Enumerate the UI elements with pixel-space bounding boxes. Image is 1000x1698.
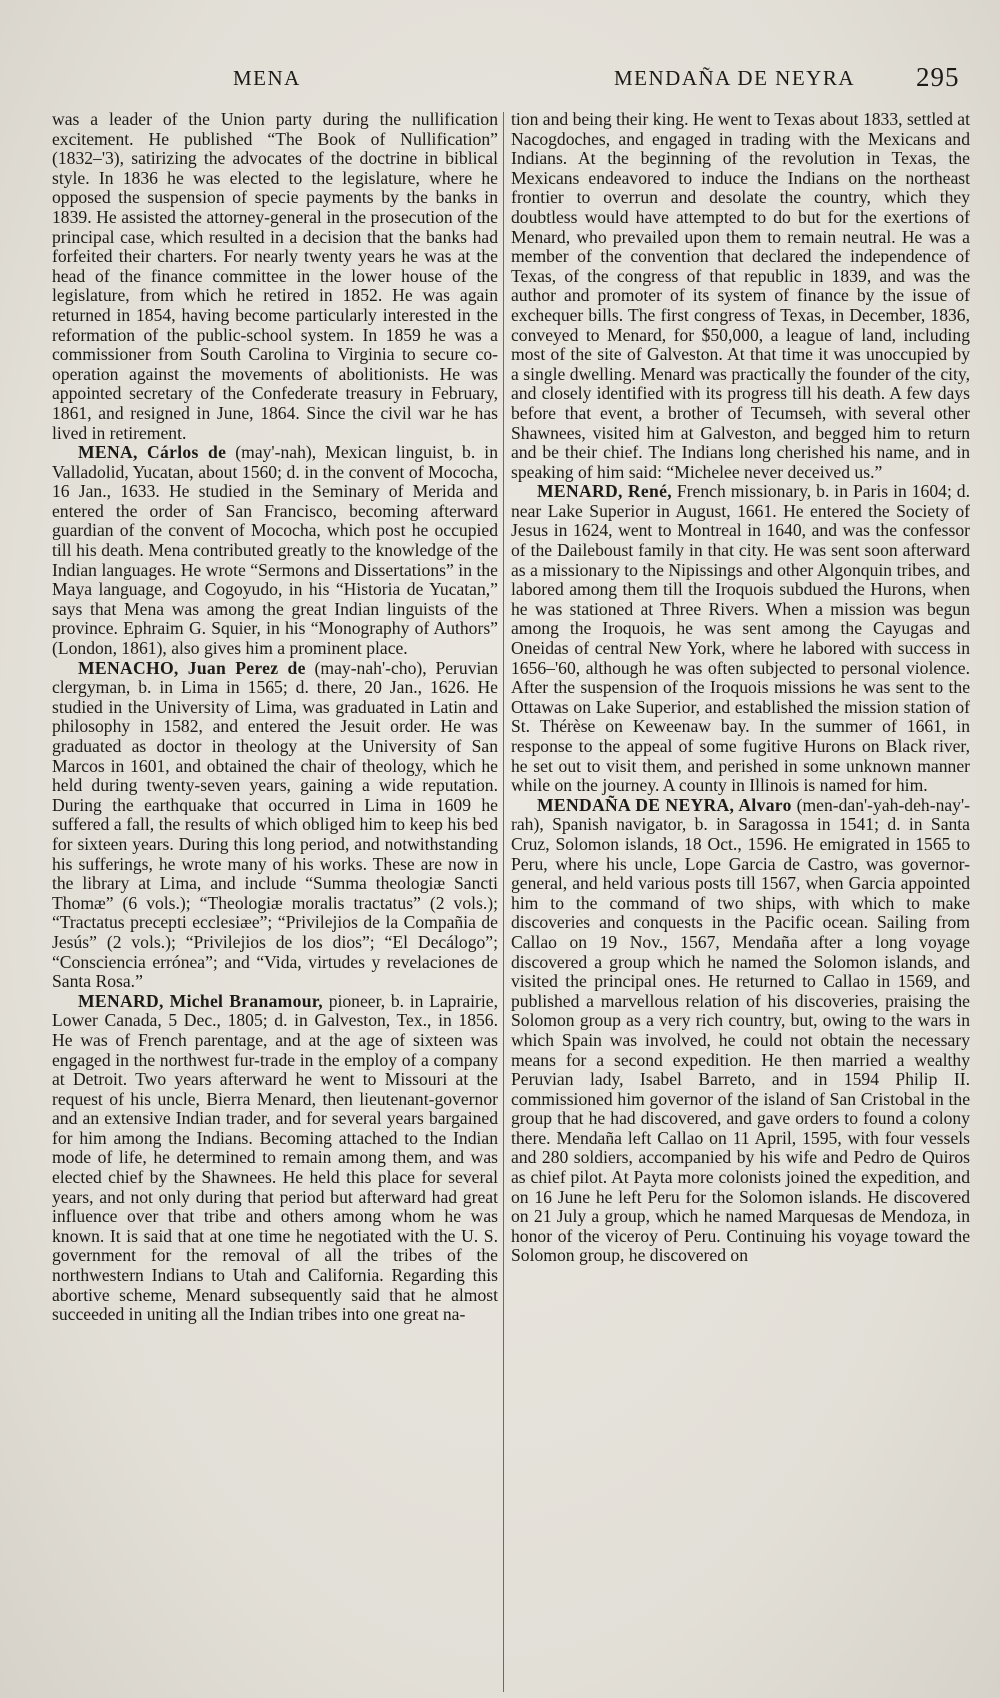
- entry-headword: MENACHO, Juan Perez de: [78, 657, 306, 678]
- entry-mendana: [511, 796, 970, 1266]
- page-number: 295: [916, 62, 960, 92]
- running-header: [0, 64, 1000, 104]
- entry-text: (may-nah'-cho), Peruvian clergyman, b. in Lima in 1565; d. there, 20 Jan., 1626. He studied in the University of Lima, was graduated in Latin and philosophy in 1582, and entered the Jesuit order. He was graduated as doctor in theology at the University of San Marcos in 1601, and obtained the chair of theology, which he held during twenty-seven years, gaining a wide reputation. During the earthquake that occurred in Lima in 1609 he suffered a fall, the results of which obliged him to keep his bed for sixteen years. During this long period, and notwithstanding his sufferings, he wrote many of his works. These are now in the library at Lima, and include “Summa theologiæ Sancti Thomæ” (6 vols.); “Theologiæ moralis tractatus” (2 vols.); “Tractatus precepti ecclesiæe”; “Privilejios de la Compañia de Jesús” (2 vols.); “Privilejios de los dios”; “El Decálogo”; “Consciencia errónea”; and “Vida, virtudes y revelaciones de Santa Rosa.”: [52, 657, 498, 992]
- column-divider: [503, 112, 504, 1692]
- right-column: [511, 110, 970, 1266]
- entry-headword: MENDAÑA DE NEYRA, Alvaro: [537, 794, 792, 815]
- entry-menard-rene: [511, 482, 970, 796]
- left-column: [52, 110, 498, 1325]
- entry-text: pioneer, b. in Laprairie, Lower Canada, 5 Dec., 1805; d. in Galveston, Tex., in 1856. He was of French parentage, and at the age of sixteen was engaged in the northwest fur-trade in the employ of a company at Detroit. Two years afterward he went to Missouri at the request of his uncle, Bierra Menard, then lieutenant-governor and an extensive Indian trader, and for several years bargained for him among the Indians. Becoming attached to the Indian mode of life, he determined to remain among them, and was elected chief by the Shawnees. He held this place for several years, and not only during that period but afterward had great influence over that tribe and others among whom he was known. It is said that at one time he negotiated with the U. S. government for the removal of all the tribes of the northwestern Indians to Utah and California. Regarding this abortive scheme, Menard subsequently said that he almost succeeded in uniting all the Indian tribes into one great na-: [52, 990, 498, 1325]
- entry-text: (men-dan'-yah-deh-nay'-rah), Spanish navigator, b. in Saragossa in 1541; d. in Santa Cruz, Solomon islands, 18 Oct., 1596. He emigrated in 1565 to Peru, where his uncle, Lope Garcia de Castro, was governor-general, and held various posts till 1567, when Garcia appointed him to the command of two ships, with which to make discoveries and conquests in the Pacific ocean. Sailing from Callao on 19 Nov., 1567, Mendaña after a long voyage discovered a group which he named the Solomon islands, and visited the principal ones. He returned to Callao in 1569, and published a marvellous relation of his discoveries, praising the Solomon group as a very rich country, but, owing to the wars in which Spain was involved, he could not obtain the necessary means for a second expedition. He then married a wealthy Peruvian lady, Isabel Barreto, and in 1594 Philip II. commissioned him governor of the island of San Cristobal in the group that he had discovered, and gave orders to found a colony there. Mendaña left Callao on 11 April, 1595, with four vessels and 280 soldiers, accompanied by his wife and Pedro de Quiros as chief pilot. At Payta more colonists joined the expedition, and on 16 June he left Peru for the Solomon islands. He discovered on 21 July a group, which he named Marquesas de Mendoza, in honor of the viceroy of Peru. Continuing his voyage toward the Solomon group, he discovered on: [511, 794, 970, 1266]
- entry-text: French missionary, b. in Paris in 1604; d. near Lake Superior in August, 1661. He entered the Society of Jesus in 1624, went to Montreal in 1640, and was the confessor of the Daileboust family in that city. He was sent soon afterward as a missionary to the Nipissings and other Algonquin tribes, and labored among them till the Iroquois subdued the Hurons, when he was stationed at Three Rivers. When a mission was begun among the Iroquois, he was sent among the Cayugas and Oneidas of central New York, where he labored with success in 1656–'60, although he was often subjected to personal violence. After the suspension of the Iroquois missions he was sent to the Ottawas on Lake Superior, and established the mission station of St. Thérèse on Keweenaw bay. In the summer of 1661, in response to the appeal of some fugitive Hurons on Black river, he set out to visit them, and perished in some unknown manner while on the journey. A county in Illinois is named for him.: [511, 481, 970, 796]
- header-right-title: MENDAÑA DE NEYRA: [614, 66, 855, 90]
- entry-headword: MENARD, René,: [537, 481, 672, 502]
- entry-headword: MENARD, Michel Branamour,: [78, 990, 323, 1011]
- continued-paragraph: tion and being their king. He went to Texas about 1833, settled at Nacogdoches, and engaged in trading with the Mexicans and Indians. At the beginning of the revolution in Texas, the Mexicans endeavored to induce the Indians on the northeast frontier to overrun and desolate the country, which they doubtless would have attempted to do but for the exertions of Menard, who prevailed upon them to remain neutral. He was a member of the convention that declared the independence of Texas, of the congress of that republic in 1839, and was the author and promoter of its system of finance by the issue of exchequer bills. The first congress of Texas, in December, 1836, conveyed to Menard, for $50,000, a league of land, including most of the site of Galveston. At that time it was unoccupied by a single dwelling. Menard was practically the founder of the city, and closely identified with its progress till his death. A few days before that event, a brother of Tecumseh, with several other Shawnees, visited him at Galveston, and begged him to return and be their chief. The Indians long cherished his name, and in speaking of him said: “Michelee never deceived us.”: [511, 109, 970, 482]
- entry-headword: MENA, Cárlos de: [78, 442, 227, 463]
- entry-text: (may'-nah), Mexican linguist, b. in Valladolid, Yucatan, about 1560; d. in the convent of Mococha, 16 Jan., 1633. He studied in the Seminary of Merida and entered the order of San Francisco, becoming afterward guardian of the convent of Mococha, which post he occupied till his death. Mena contributed greatly to the knowledge of the Indian languages. He wrote “Sermons and Dissertations” in the Maya language, and Cogoyudo, in his “Historia de Yucatan,” says that Mena was among the great Indian linguists of the province. Ephraim G. Squier, in his “Monography of Authors” (London, 1861), also gives him a prominent place.: [52, 442, 498, 659]
- header-left-title: MENA: [233, 66, 301, 90]
- entry-mena: [52, 443, 498, 659]
- entry-menard-michel: [52, 992, 498, 1325]
- entry-menacho: [52, 659, 498, 992]
- continued-paragraph: was a leader of the Union party during the nullification excitement. He published “The Book of Nullification” (1832–'3), satirizing the advocates of the doctrine in biblical style. In 1836 he was elected to the legislature, where he opposed the suspension of specie payments by the banks in 1839. He assisted the attorney-general in the prosecution of the principal case, which resulted in a decision that the banks had forfeited their charters. For nearly twenty years he was at the head of the finance committee in the lower house of the legislature, from which he retired in 1852. He was again returned in 1854, having become particularly interested in the reformation of the public-school system. In 1859 he was a commissioner from South Carolina to Virginia to secure co-operation against the movements of abolitionists. He was appointed secretary of the Confederate treasury in February, 1861, and resigned in June, 1864. Since the civil war he has lived in retirement.: [52, 109, 498, 443]
